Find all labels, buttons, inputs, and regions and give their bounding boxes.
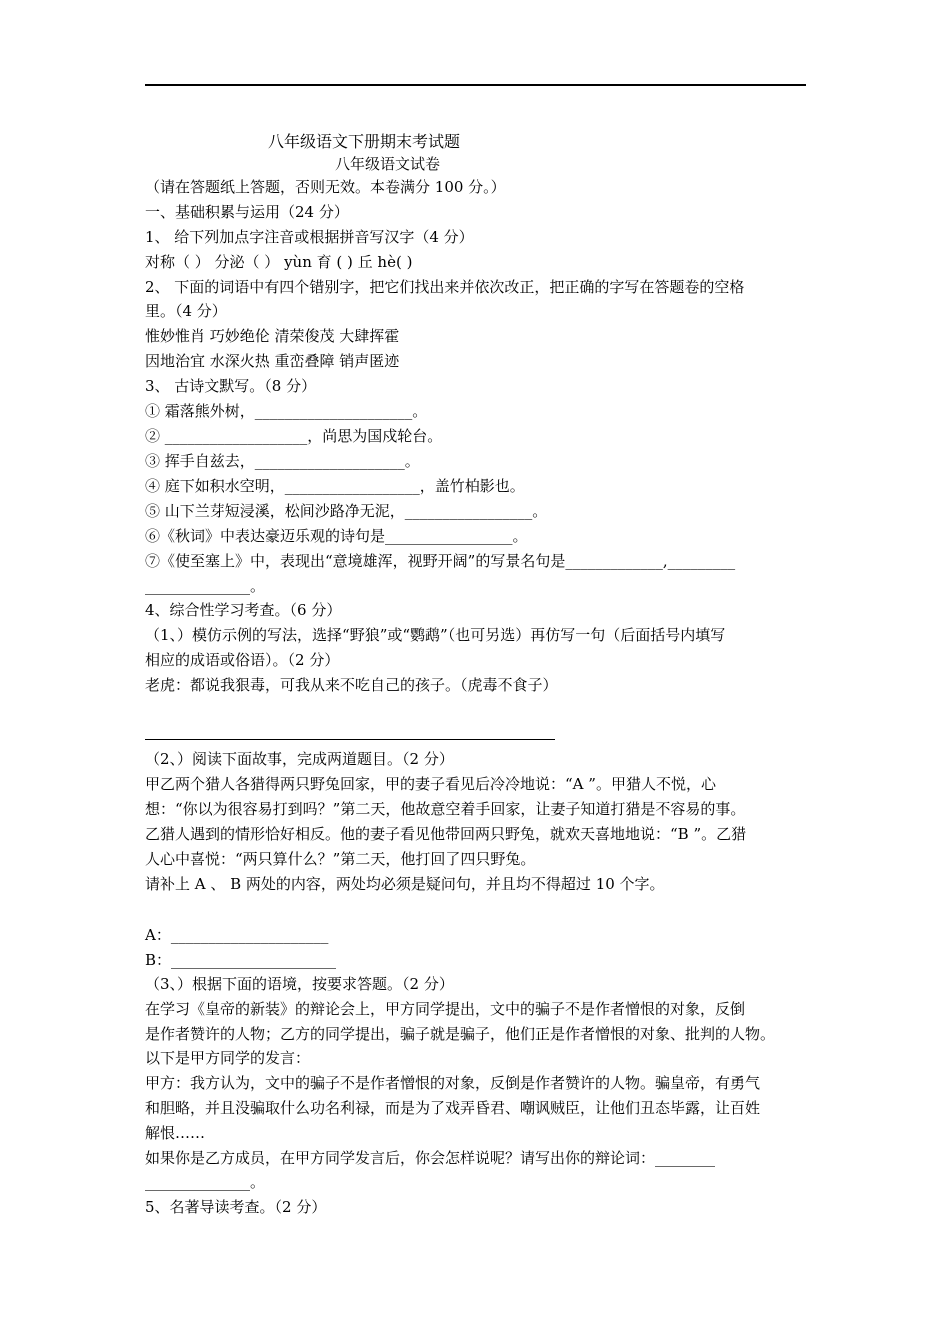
exam-title: 八年级语文下册期末考试题 bbox=[268, 132, 461, 151]
question-2-words-line2: 因地治宜 水深火热 重峦叠障 销声匿迹 bbox=[145, 352, 400, 370]
question-4-part1-line1: （1、）模仿示例的写法，选择“野狼”或“鹦鹉”（也可另选）再仿写一句（后面括号内填写 bbox=[145, 626, 726, 644]
question-3-prompt: 3、 古诗文默写。（8 分） bbox=[145, 377, 317, 395]
context-line-6: 解恨…… bbox=[145, 1124, 206, 1142]
question-4-part2-prompt: （2、）阅读下面故事，完成两道题目。（2 分） bbox=[145, 750, 454, 768]
question-4-part1-line2: 相应的成语或俗语）。（2 分） bbox=[145, 651, 340, 669]
question-1-prompt: 1、 给下列加点字注音或根据拼音写汉字（4 分） bbox=[145, 228, 474, 246]
context-line-8: ______________。 bbox=[145, 1173, 266, 1191]
answer-line bbox=[145, 739, 555, 740]
context-line-2: 是作者赞许的人物；乙方的同学提出，骗子就是骗子，他们正是作者憎恨的对象、批判的人物。 bbox=[145, 1025, 776, 1043]
story-line-4: 人心中喜悦：“两只算什么？”第二天，他打回了四只野兔。 bbox=[145, 850, 536, 868]
answer-b: B：______________________ bbox=[145, 951, 337, 969]
exam-notice: （请在答题纸上答题，否则无效。本卷满分 100 分。） bbox=[145, 178, 506, 196]
story-instruction: 请补上 A 、 B 两处的内容，两处均必须是疑问句，并且均不得超过 10 个字。 bbox=[145, 875, 665, 893]
question-4-prompt: 4、综合性学习考查。（6 分） bbox=[145, 601, 342, 619]
poem-item-4: ④ 庭下如积水空明，__________________，盖竹柏影也。 bbox=[145, 477, 525, 495]
poem-item-6: ⑥《秋词》中表达豪迈乐观的诗句是_________________。 bbox=[145, 527, 528, 545]
answer-a: A：_____________________ bbox=[145, 926, 329, 944]
context-line-5: 和胆略，并且没骗取什么功名利禄，而是为了戏弄昏君、嘲讽贼臣，让他们丑态毕露，让百姓 bbox=[145, 1099, 761, 1117]
question-5-prompt: 5、名著导读考查。（2 分） bbox=[145, 1198, 327, 1216]
context-line-3: 以下是甲方同学的发言： bbox=[145, 1049, 311, 1067]
poem-item-7: ⑦《使至塞上》中，表现出“意境雄浑，视野开阔”的写景名句是_____________,_________ bbox=[145, 552, 736, 570]
question-1-items: 对称（ ） 分泌（ ） yùn 育 ( ) 丘 hè( ) bbox=[145, 253, 413, 271]
poem-item-5: ⑤ 山下兰芽短浸溪，松间沙路净无泥，_________________。 bbox=[145, 502, 548, 520]
poem-item-7-continued: ______________。 bbox=[145, 577, 266, 595]
question-2-prompt-line2: 里。（4 分） bbox=[145, 302, 227, 320]
exam-subtitle: 八年级语文试卷 bbox=[335, 155, 441, 173]
question-2-words-line1: 惟妙惟肖 巧妙绝伦 清荣俊茂 大肆挥霍 bbox=[145, 327, 400, 345]
poem-item-1: ① 霜落熊外树，_____________________。 bbox=[145, 402, 428, 420]
story-line-1: 甲乙两个猎人各猎得两只野兔回家，甲的妻子看见后冷冷地说：“A ”。甲猎人不悦，心 bbox=[145, 775, 716, 793]
poem-item-3: ③ 挥手自兹去，____________________。 bbox=[145, 452, 420, 470]
question-4-example: 老虎：都说我狠毒，可我从来不吃自己的孩子。（虎毒不食子） bbox=[145, 676, 558, 694]
story-line-3: 乙猎人遇到的情形恰好相反。他的妻子看见他带回两只野兔，就欢天喜地地说：“B ”。乙猎 bbox=[145, 825, 747, 843]
section-heading: 一、基础积累与运用（24 分） bbox=[145, 203, 349, 221]
story-line-2: 想：“你以为很容易打到吗？”第二天，他故意空着手回家，让妻子知道打猎是不容易的事。 bbox=[145, 800, 746, 818]
context-line-7: 如果你是乙方成员，在甲方同学发言后，你会怎样说呢？请写出你的辩论词：________ bbox=[145, 1149, 716, 1167]
context-line-4: 甲方：我方认为，文中的骗子不是作者憎恨的对象，反倒是作者赞许的人物。骗皇帝，有勇气 bbox=[145, 1074, 761, 1092]
question-2-prompt-line1: 2、 下面的词语中有四个错别字，把它们找出来并依次改正，把正确的字写在答题卷的空格 bbox=[145, 278, 745, 296]
context-line-1: 在学习《皇帝的新装》的辩论会上，甲方同学提出，文中的骗子不是作者憎恨的对象，反倒 bbox=[145, 1000, 746, 1018]
question-4-part3-prompt: （3、）根据下面的语境，按要求答题。（2 分） bbox=[145, 975, 454, 993]
header-rule bbox=[145, 84, 806, 86]
poem-item-2: ② ___________________，尚思为国戍轮台。 bbox=[145, 427, 443, 445]
